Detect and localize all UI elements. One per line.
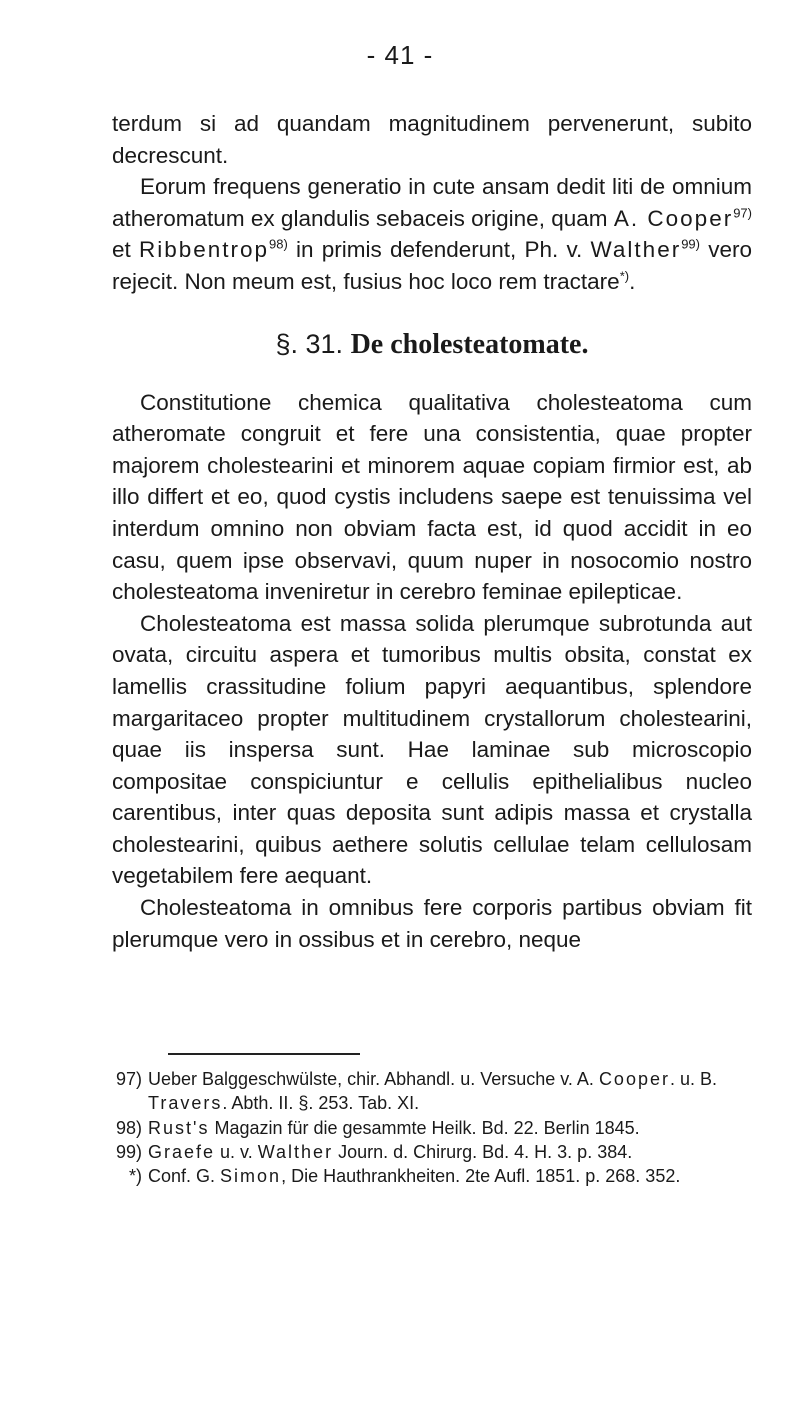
footnote-divider bbox=[168, 1053, 360, 1055]
author-name: Simon bbox=[220, 1166, 282, 1187]
paragraph-continuation bbox=[112, 108, 752, 171]
footnote-text bbox=[148, 1164, 752, 1188]
text-segment: Journ. d. Chirurg. Bd. 4. H. 3. p. 384. bbox=[333, 1141, 633, 1162]
footnote-mark: 98) bbox=[115, 1117, 142, 1138]
author-name: Graefe bbox=[148, 1141, 216, 1162]
text-segment: vero rejecit. Non meum est, fusius hoc loco rem tractare bbox=[112, 237, 752, 294]
text-segment: . bbox=[629, 268, 636, 294]
text-segment: . u. B. bbox=[669, 1069, 718, 1089]
footnote-text bbox=[148, 1140, 752, 1164]
footnote-text bbox=[148, 1116, 752, 1140]
text-segment: Magazin für die gesammte Heilk. Bd. 22. Berlin 1845. bbox=[209, 1117, 640, 1138]
text-segment: u. v. bbox=[215, 1141, 258, 1162]
footnote-97 bbox=[112, 1067, 752, 1116]
footnote-mark: 99) bbox=[115, 1141, 142, 1162]
text-segment: in primis defenderunt, Ph. v. bbox=[287, 237, 591, 263]
paragraph-text: Cholesteatoma est massa solida plerumque subrotunda aut ovata, circuitu aspera et tumoribus multis obsita, constat ex lamellis crassitudine folium papyri aequantibus, splendore margaritaceo propter multitudinem crystallorum cholestearini, quae iis inspersa sunt. Hae laminae sub microscopio compositae conspiciuntur e cellulis epithelialibus nucleo carentibus, inter quas deposita sunt adipis massa et crystalla cholestearini, quibus aethere solutis cellulae telam cellulosam vegetabilem fere aequant. bbox=[112, 610, 752, 889]
footnote-text bbox=[148, 1067, 752, 1116]
text-segment: et bbox=[112, 237, 139, 263]
text-segment: Ueber Balggeschwülste, chir. Abhandl. u. Versuche v. A. bbox=[148, 1069, 599, 1089]
author-name: Walther bbox=[257, 1141, 334, 1162]
text-segment: . Abth. II. §. 253. Tab. XI. bbox=[222, 1093, 420, 1114]
paragraph-text: terdum si ad quandam magnitudinem pervenerunt, subito decrescunt. bbox=[112, 111, 752, 168]
section-heading bbox=[112, 326, 752, 363]
main-text bbox=[112, 108, 752, 955]
footnote-mark: *) bbox=[129, 1166, 142, 1187]
paragraph-constitution bbox=[112, 387, 752, 608]
footnote-ref-97[interactable]: 97) bbox=[733, 205, 752, 221]
footnote-star bbox=[112, 1164, 752, 1188]
footnotes bbox=[112, 1067, 752, 1188]
author-name: Cooper bbox=[598, 1069, 670, 1089]
section-number: §. 31. bbox=[275, 328, 344, 359]
author-name-walther: Walther bbox=[590, 237, 682, 263]
page-number: - 41 - bbox=[366, 40, 434, 70]
footnote-ref-star[interactable]: *) bbox=[619, 268, 630, 284]
footnote-ref-99[interactable]: 99) bbox=[681, 236, 700, 252]
text-segment: Conf. G. bbox=[148, 1166, 221, 1187]
paragraph-origin bbox=[112, 171, 752, 297]
section-title: De cholesteatomate. bbox=[350, 328, 589, 360]
author-name-ribbentrop: Ribbentrop bbox=[138, 237, 270, 263]
paragraph-occurrence bbox=[112, 892, 752, 955]
text-segment: Eorum frequens generatio in cute ansam dedit liti de omnium atheromatum ex glandulis sebaceis origine, quam bbox=[112, 174, 752, 231]
author-name-cooper: A. Cooper bbox=[613, 205, 734, 231]
footnote-99 bbox=[112, 1140, 752, 1164]
paragraph-description bbox=[112, 608, 752, 892]
footnote-mark: 97) bbox=[115, 1069, 142, 1089]
author-name: Rust's bbox=[148, 1117, 210, 1138]
paragraph-text: Cholesteatoma in omnibus fere corporis partibus obviam fit plerumque vero in ossibus et in cerebro, neque bbox=[112, 895, 752, 952]
footnote-ref-98[interactable]: 98) bbox=[269, 236, 288, 252]
footnote-98 bbox=[112, 1116, 752, 1140]
paragraph-text: Constitutione chemica qualitativa cholesteatoma cum atheromate congruit et fere una consistentia, quae propter majorem cholestearini et minorem aquae copiam firmior est, ab illo differt et eo, quod cystis includens saepe est tenuissima vel interdum omnino non obviam facta est, id quod accidit in eo casu, quem ipse observavi, quum nuper in nosocomio nostro cholesteatoma inveniretur in cerebro feminae epilepticae. bbox=[112, 389, 752, 605]
text-segment: , Die Hauthrankheiten. 2te Aufl. 1851. p. 268. 352. bbox=[281, 1166, 681, 1187]
author-name: Travers bbox=[148, 1093, 223, 1114]
